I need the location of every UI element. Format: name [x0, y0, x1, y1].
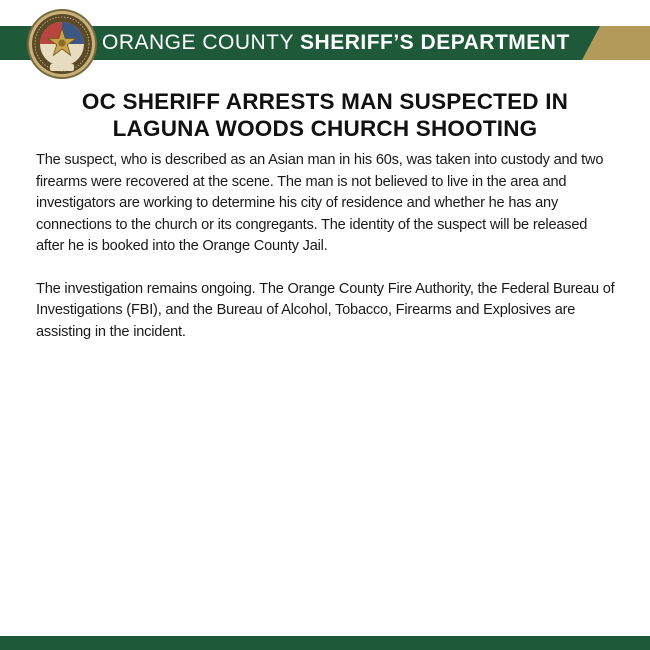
footer-band	[0, 636, 650, 650]
headline: OC SHERIFF ARRESTS MAN SUSPECTED IN LAGUNA WOODS CHURCH SHOOTING	[81, 89, 569, 141]
title-department: SHERIFF’S DEPARTMENT	[300, 31, 570, 54]
department-title	[102, 26, 570, 60]
paragraph-2: The investigation remains ongoing. The Orange County Fire Authority, the Federal Bureau of Investigations (FBI), and the Bureau of Alcohol, Tobacco, Firearms and Explosives are assisting in the incident.	[36, 280, 615, 340]
title-county: ORANGE COUNTY	[102, 31, 295, 54]
paragraph-1: The suspect, who is described as an Asian man in his 60s, was taken into custody and two firearms were recovered at the scene. The man is not believed to live in the area and investigators are working to determine his city of residence and whether he has any connections to the church or its congregants. The identity of the suspect will be released after he is booked into the Orange County Jail.	[36, 152, 604, 254]
sheriff-star-seal-icon	[26, 8, 98, 80]
gold-accent-stripe	[582, 26, 650, 60]
article-body	[36, 150, 616, 364]
